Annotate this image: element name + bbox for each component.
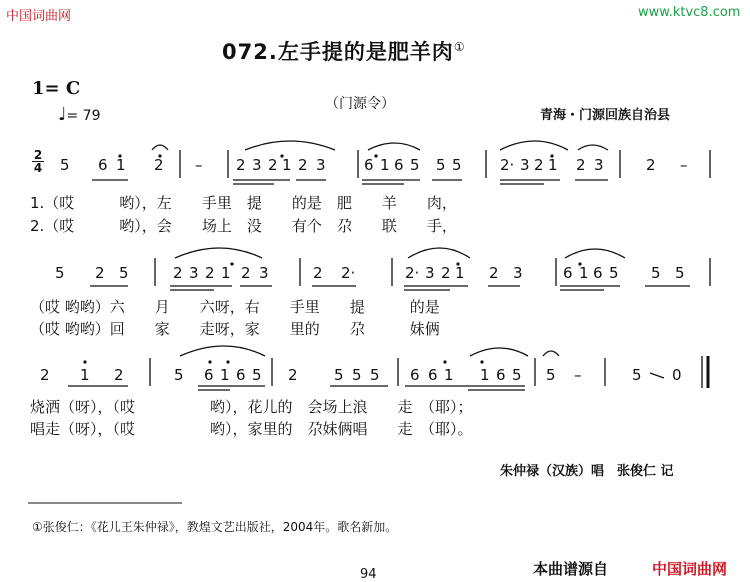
slur <box>500 141 568 150</box>
note: – <box>574 366 582 384</box>
note: 3 <box>425 264 435 282</box>
note: 2 <box>534 156 544 174</box>
note: 5 <box>55 264 65 282</box>
watermark-left: 中国词曲网 <box>6 9 72 24</box>
glissando <box>650 373 664 378</box>
note: 6 <box>563 264 573 282</box>
note: 6 <box>410 366 420 384</box>
fermata <box>543 351 559 356</box>
system-1-lyric-verse-2: 2.（哎 哟），会 场上 没 有个 尕 联 手， <box>30 217 457 235</box>
region-label: 青海・门源回族自治县 <box>540 108 671 123</box>
note: 6 <box>593 264 603 282</box>
note: 1 <box>579 264 589 282</box>
note: 3 <box>316 156 326 174</box>
note: 6 <box>204 366 214 384</box>
note: 2 <box>95 264 105 282</box>
note: 2 <box>313 264 323 282</box>
note: 2· <box>500 156 515 174</box>
note: 6 <box>98 156 108 174</box>
note: 3 <box>594 156 604 174</box>
note: 5 <box>632 366 642 384</box>
fermata <box>152 145 168 150</box>
note: 1 <box>380 156 390 174</box>
key-signature: 1= C <box>32 78 81 99</box>
note: 5 <box>410 156 420 174</box>
quarter-note-icon: ♩ <box>58 104 67 125</box>
performer-credit: 朱仲禄（汉族）唱 张俊仁 记 <box>500 464 674 479</box>
song-title-text: 072.左手提的是肥羊肉 <box>222 40 454 64</box>
note: 5 <box>352 366 362 384</box>
footnote-marker: ① <box>453 40 466 54</box>
system-2-lyric-verse-2: （哎 哟哟）回 家 走呀，家 里的 尕 妹俩 <box>30 320 440 338</box>
note: 2· <box>405 264 420 282</box>
footnote: ①张俊仁：《花儿王朱仲禄》，教煌文艺出版社，2004年。歌名新加。 <box>32 520 398 534</box>
source-site: 中国词曲网 <box>652 560 728 578</box>
note: 2 <box>489 264 499 282</box>
time-sig-bottom: 4 <box>33 161 43 175</box>
slur <box>245 141 335 150</box>
note: 2· <box>341 264 356 282</box>
note: 5 <box>609 264 619 282</box>
note: 1 <box>444 366 454 384</box>
watermark-right: www.ktvc8.com <box>638 5 741 20</box>
note: 5 <box>651 264 661 282</box>
note: 5 <box>60 156 70 174</box>
note: 1 <box>455 264 465 282</box>
note: 3 <box>252 156 262 174</box>
note: 5 <box>512 366 522 384</box>
note: 1 <box>221 264 231 282</box>
note: 3 <box>520 156 530 174</box>
note: 3 <box>513 264 523 282</box>
note: 5 <box>370 366 380 384</box>
note: 2 <box>298 156 308 174</box>
system-1-lyric-verse-1: 1.（哎 哟），左 手里 提 的是 肥 羊 肉， <box>30 194 457 212</box>
page-number: 94 <box>360 567 377 582</box>
note: 1 <box>116 156 126 174</box>
note: 2 <box>205 264 215 282</box>
slur <box>175 248 262 258</box>
slur <box>470 348 528 356</box>
note: 2 <box>173 264 183 282</box>
note: 2 <box>288 366 298 384</box>
note: 2 <box>576 156 586 174</box>
note: 2 <box>114 366 124 384</box>
note: 6 <box>364 156 374 174</box>
note: 5 <box>436 156 446 174</box>
source-label: 本曲谱源自 <box>533 560 609 578</box>
note: – <box>195 156 203 174</box>
note: 5 <box>334 366 344 384</box>
note: 1 <box>548 156 558 174</box>
system-3-lyric-verse-2: 唱走（呀），（哎 哟），家里的 尕妹俩唱 走 （耶）。 <box>30 420 473 438</box>
note: 1 <box>480 366 490 384</box>
note: 2 <box>441 264 451 282</box>
system-2-lyric-verse-1: （哎 哟哟）六 月 六呀，右 手里 提 的是 <box>30 298 440 316</box>
system-3-lyric-verse-1: 烧洒（呀），（哎 哟），花儿的 会场上浪 走 （耶）； <box>30 398 473 416</box>
note: 6 <box>496 366 506 384</box>
note: 2 <box>236 156 246 174</box>
tempo-value: = 79 <box>66 108 101 124</box>
slur <box>578 145 608 150</box>
note: 0 <box>672 366 682 384</box>
time-sig-top: 2 <box>33 148 43 162</box>
note: 5 <box>252 366 262 384</box>
note: 1 <box>282 156 292 174</box>
note: 1 <box>220 366 230 384</box>
slur <box>180 346 265 356</box>
note: 6 <box>394 156 404 174</box>
note: 6 <box>428 366 438 384</box>
note: – <box>680 156 688 174</box>
note: 2 <box>154 156 164 174</box>
tune-name: （门源令） <box>325 96 395 112</box>
note: 5 <box>174 366 184 384</box>
note: 1 <box>80 366 90 384</box>
note: 3 <box>259 264 269 282</box>
note: 6 <box>236 366 246 384</box>
time-signature <box>32 149 44 174</box>
slur <box>565 249 625 258</box>
slur <box>408 248 470 258</box>
note: 5 <box>675 264 685 282</box>
note: 2 <box>268 156 278 174</box>
slur <box>368 143 420 150</box>
note: 2 <box>646 156 656 174</box>
note: 2 <box>40 366 50 384</box>
note: 5 <box>546 366 556 384</box>
note: 2 <box>241 264 251 282</box>
note: 3 <box>189 264 199 282</box>
note: 5 <box>452 156 462 174</box>
note: 5 <box>119 264 129 282</box>
